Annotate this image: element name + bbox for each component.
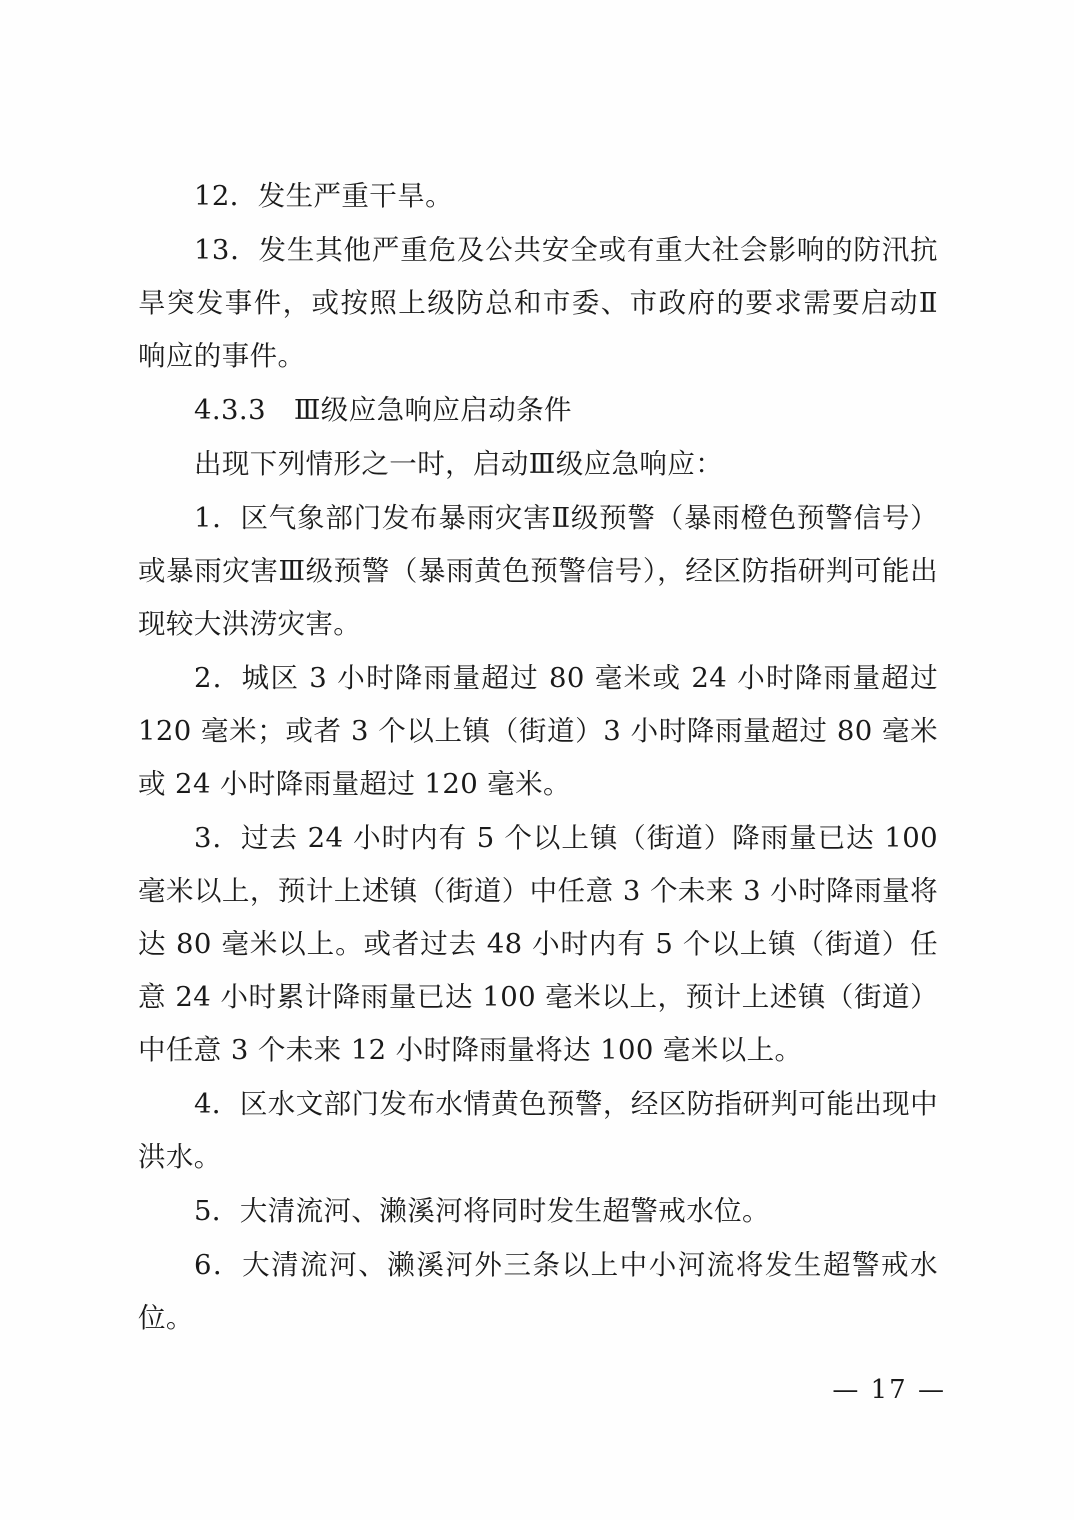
paragraph-item-12: 12．发生严重干旱。 bbox=[194, 180, 453, 212]
paragraph-item-13: 13．发生其他严重危及公共安全或有重大社会影响的防汛抗旱突发事件，或按照上级防总和市委、市政府的要求需要启动Ⅱ响应的事件。 bbox=[138, 234, 938, 372]
paragraph-item-1: 1．区气象部门发布暴雨灾害Ⅱ级预警（暴雨橙色预警信号）或暴雨灾害Ⅲ级预警（暴雨黄色预警信号），经区防指研判可能出现较大洪涝灾害。 bbox=[138, 502, 938, 640]
paragraph-item-5: 5．大清流河、濑溪河将同时发生超警戒水位。 bbox=[194, 1195, 770, 1227]
paragraph-intro: 出现下列情形之一时，启动Ⅲ级应急响应： bbox=[194, 448, 724, 480]
paragraph-item-6: 6．大清流河、濑溪河外三条以上中小河流将发生超警戒水位。 bbox=[138, 1249, 938, 1334]
paragraph-item-2: 2．城区 3 小时降雨量超过 80 毫米或 24 小时降雨量超过 120 毫米；或者 3 个以上镇（街道）3 小时降雨量超过 80 毫米或 24 小时降雨量超过 120 毫米。 bbox=[138, 662, 938, 800]
paragraph-item-4: 4．区水文部门发布水情黄色预警，经区防指研判可能出现中洪水。 bbox=[138, 1088, 938, 1173]
section-heading-4-3-3: 4.3.3 Ⅲ级应急响应启动条件 bbox=[194, 394, 572, 426]
page-number: — 17 — bbox=[832, 1375, 946, 1405]
paragraph-item-3: 3．过去 24 小时内有 5 个以上镇（街道）降雨量已达 100 毫米以上，预计上述镇（街道）中任意 3 个未来 3 小时降雨量将达 80 毫米以上。或者过去 48 小时内有 5 个以上镇（街道）任意 24 小时累计降雨量已达 100 毫米以上，预计上述镇（街道）中任意 3 个未来 12 小时降雨量将达 100 毫米以上。 bbox=[138, 822, 938, 1066]
page-body bbox=[138, 170, 938, 1346]
